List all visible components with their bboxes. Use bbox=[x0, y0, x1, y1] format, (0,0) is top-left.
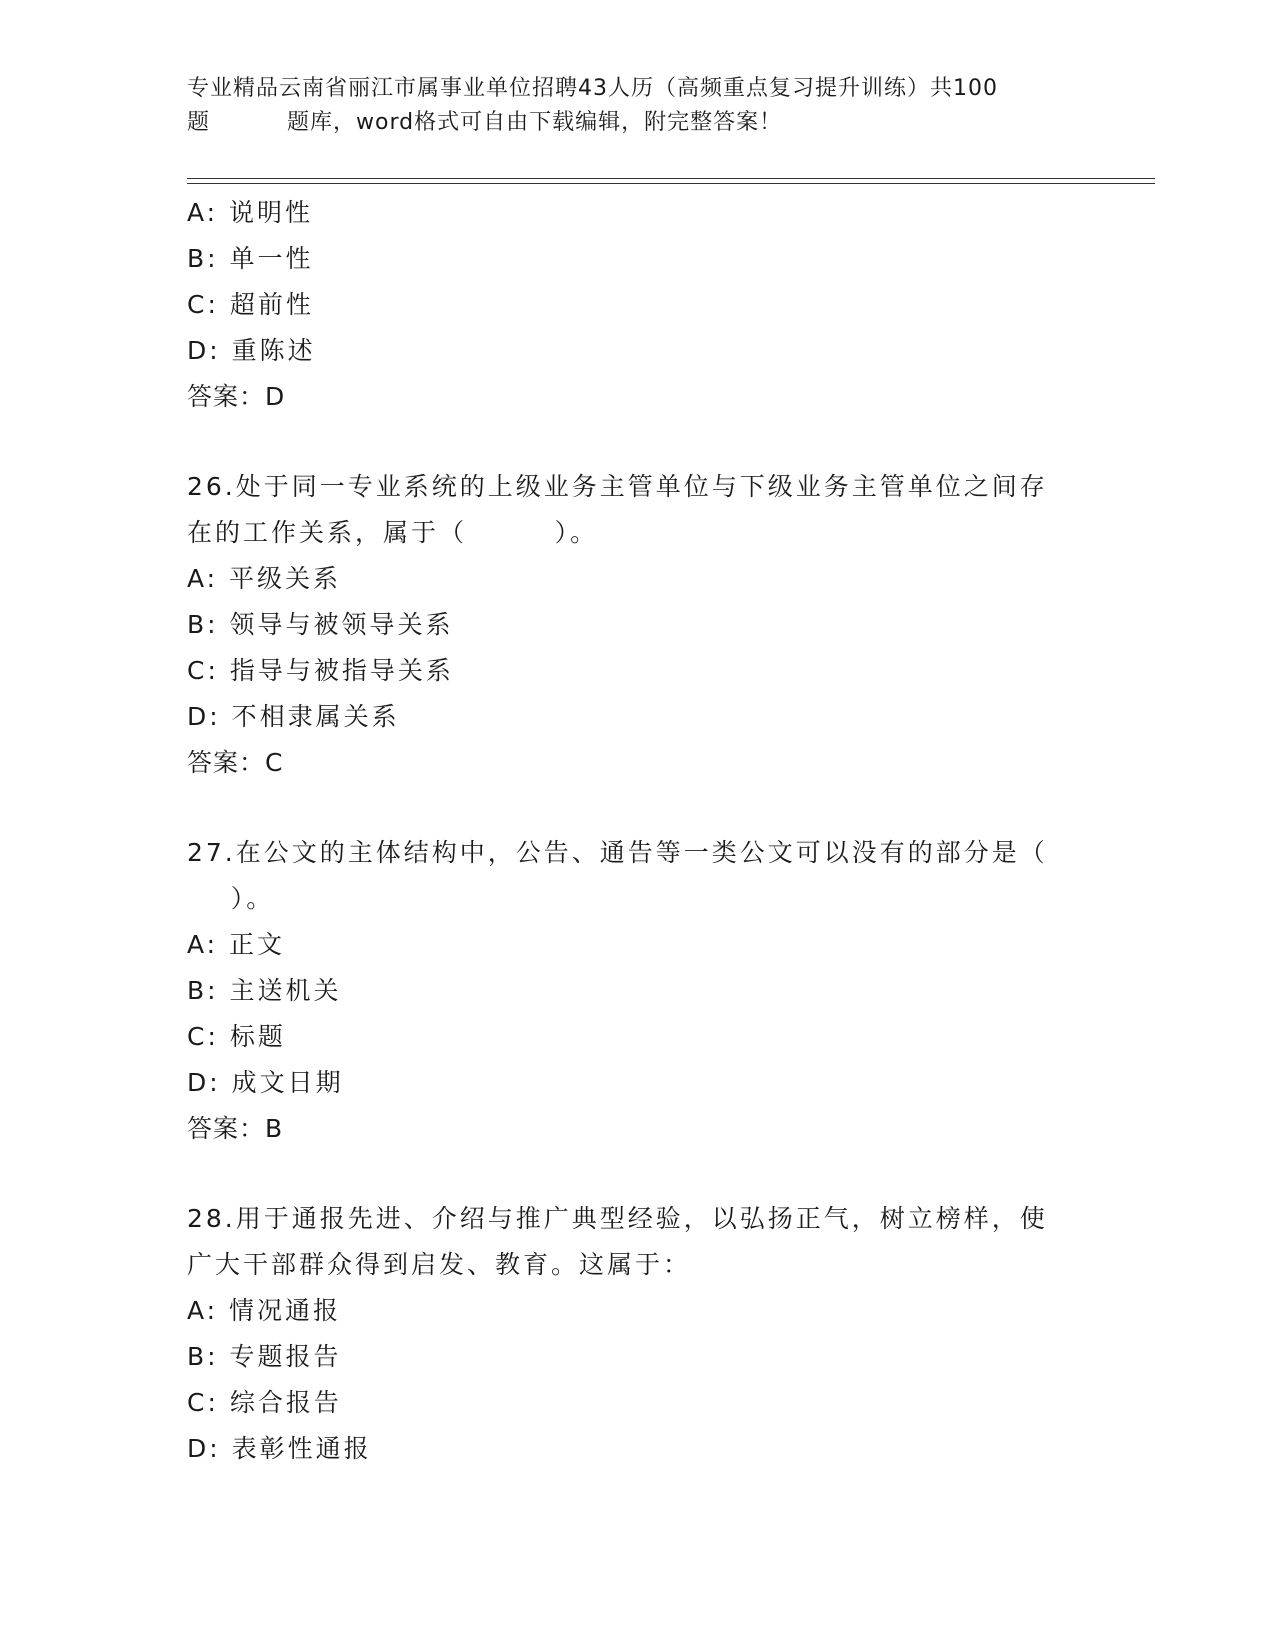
question-26 bbox=[187, 464, 1087, 786]
answer-line: 答案：C bbox=[187, 748, 284, 777]
header-rule-top bbox=[187, 178, 1155, 179]
option-b: B: 领导与被领导关系 bbox=[187, 610, 454, 639]
option-b: B: 主送机关 bbox=[187, 976, 342, 1005]
answer-line: 答案：B bbox=[187, 1114, 284, 1143]
question-stem-line-1: 27.在公文的主体结构中，公告、通告等一类公文可以没有的部分是（ bbox=[187, 838, 1048, 867]
option-b: B: 专题报告 bbox=[187, 1342, 342, 1371]
option-c: C: 综合报告 bbox=[187, 1388, 342, 1417]
option-a: A: 说明性 bbox=[187, 198, 314, 227]
option-c: C: 标题 bbox=[187, 1022, 286, 1051]
option-d: D: 成文日期 bbox=[187, 1068, 344, 1097]
header-rule-bottom bbox=[187, 183, 1155, 184]
option-d: D: 重陈述 bbox=[187, 336, 316, 365]
question-stem-line-2: ）。 bbox=[187, 884, 275, 913]
question-stem-line-1: 28.用于通报先进、介绍与推广典型经验，以弘扬正气，树立榜样，使 bbox=[187, 1204, 1048, 1233]
question-28 bbox=[187, 1196, 1087, 1472]
document-body bbox=[187, 190, 1087, 1472]
header-title-line-1: 专业精品云南省丽江市属事业单位招聘43人历（高频重点复习提升训练）共100 bbox=[187, 76, 998, 101]
document-header bbox=[187, 72, 1087, 140]
header-title-fragment: 题 bbox=[187, 110, 211, 135]
option-d: D: 表彰性通报 bbox=[187, 1434, 372, 1463]
question-stem-line-2: 在的工作关系，属于（ ）。 bbox=[187, 518, 599, 547]
option-a: A: 正文 bbox=[187, 930, 286, 959]
question-25-continuation bbox=[187, 190, 1087, 420]
header-title-line-2 bbox=[187, 106, 1087, 140]
question-stem-line-1: 26.处于同一专业系统的上级业务主管单位与下级业务主管单位之间存 bbox=[187, 472, 1048, 501]
option-a: A: 平级关系 bbox=[187, 564, 342, 593]
header-subtitle: 题库，word格式可自由下载编辑，附完整答案！ bbox=[287, 110, 783, 135]
option-d: D: 不相隶属关系 bbox=[187, 702, 400, 731]
question-stem-line-2: 广大干部群众得到启发、教育。这属于： bbox=[187, 1250, 692, 1279]
answer-line: 答案：D bbox=[187, 382, 286, 411]
question-27 bbox=[187, 830, 1087, 1152]
option-a: A: 情况通报 bbox=[187, 1296, 342, 1325]
option-c: C: 指导与被指导关系 bbox=[187, 656, 454, 685]
option-b: B: 单一性 bbox=[187, 244, 314, 273]
option-c: C: 超前性 bbox=[187, 290, 314, 319]
